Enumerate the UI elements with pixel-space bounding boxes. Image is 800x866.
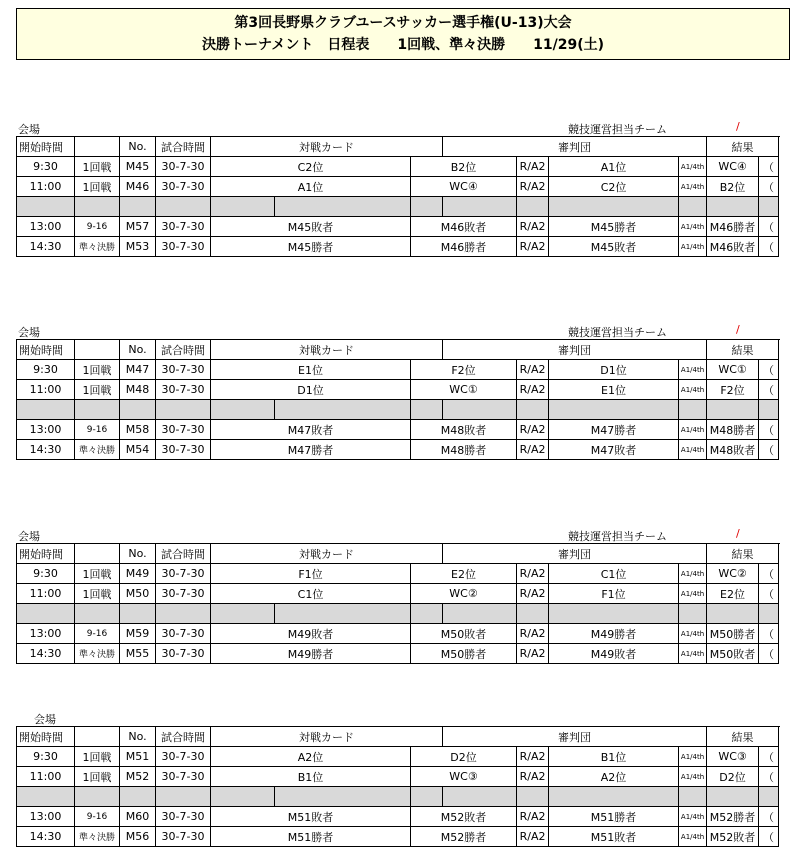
match-no: M50 bbox=[120, 584, 156, 604]
referee-a1-4th: A1/4th bbox=[679, 747, 707, 767]
venue-label: 会場 bbox=[18, 530, 40, 543]
referee-ra: R/A2 bbox=[517, 747, 549, 767]
referee-a1-4th: A1/4th bbox=[679, 584, 707, 604]
home-team: A2位 bbox=[211, 747, 411, 767]
match-no: M52 bbox=[120, 767, 156, 787]
referee-a1-4th: A1/4th bbox=[679, 420, 707, 440]
referee-assistant: WC② bbox=[707, 564, 759, 584]
referee-a1-4th: A1/4th bbox=[679, 380, 707, 400]
result-open: （ bbox=[759, 380, 779, 400]
referee-a1-4th: A1/4th bbox=[679, 767, 707, 787]
table-row bbox=[17, 644, 779, 664]
venue-header bbox=[16, 323, 780, 339]
table-row bbox=[17, 420, 779, 440]
away-team: WC④ bbox=[411, 177, 517, 197]
referee-main: C2位 bbox=[549, 177, 679, 197]
schedule-table bbox=[16, 726, 779, 847]
referee-ra: R/A2 bbox=[517, 177, 549, 197]
table-header-row bbox=[17, 340, 779, 360]
round: 1回戦 bbox=[75, 564, 120, 584]
home-team: C2位 bbox=[211, 157, 411, 177]
staff-team-slash: / bbox=[736, 120, 740, 133]
match-no: M47 bbox=[120, 360, 156, 380]
referee-ra: R/A2 bbox=[517, 624, 549, 644]
start-time: 11:00 bbox=[17, 177, 75, 197]
table-header-row bbox=[17, 727, 779, 747]
referee-a1-4th: A1/4th bbox=[679, 177, 707, 197]
col-start-time: 開始時間 bbox=[17, 137, 75, 157]
separator-row bbox=[17, 400, 779, 420]
match-no: M45 bbox=[120, 157, 156, 177]
referee-ra: R/A2 bbox=[517, 644, 549, 664]
start-time: 9:30 bbox=[17, 360, 75, 380]
staff-team-slash: / bbox=[736, 527, 740, 540]
referee-ra: R/A2 bbox=[517, 807, 549, 827]
referee-ra: R/A2 bbox=[517, 564, 549, 584]
match-duration: 30-7-30 bbox=[156, 380, 211, 400]
venue-header bbox=[16, 527, 780, 543]
start-time: 13:00 bbox=[17, 624, 75, 644]
home-team: M51敗者 bbox=[211, 807, 411, 827]
match-duration: 30-7-30 bbox=[156, 747, 211, 767]
document-title: 第3回長野県クラブユースサッカー選手権(U-13)大会 bbox=[234, 15, 572, 31]
col-duration: 試合時間 bbox=[156, 544, 211, 564]
referee-main: A1位 bbox=[549, 157, 679, 177]
col-no: No. bbox=[120, 340, 156, 360]
col-start-time: 開始時間 bbox=[17, 340, 75, 360]
venue-label: 会場 bbox=[18, 326, 40, 339]
col-round bbox=[75, 727, 120, 747]
referee-assistant: D2位 bbox=[707, 767, 759, 787]
result-open: （ bbox=[759, 644, 779, 664]
col-referee: 審判団 bbox=[443, 727, 707, 747]
result-open: （ bbox=[759, 747, 779, 767]
referee-ra: R/A2 bbox=[517, 584, 549, 604]
round: 1回戦 bbox=[75, 157, 120, 177]
separator-row bbox=[17, 604, 779, 624]
table-row bbox=[17, 767, 779, 787]
referee-main: A2位 bbox=[549, 767, 679, 787]
venue-block bbox=[16, 323, 780, 460]
home-team: M51勝者 bbox=[211, 827, 411, 847]
col-match-card: 対戦カード bbox=[211, 727, 443, 747]
referee-assistant: E2位 bbox=[707, 584, 759, 604]
referee-ra: R/A2 bbox=[517, 360, 549, 380]
round: 1回戦 bbox=[75, 767, 120, 787]
venue-block bbox=[16, 120, 780, 257]
col-no: No. bbox=[120, 727, 156, 747]
venue-header bbox=[16, 120, 780, 136]
schedule-table bbox=[16, 339, 779, 460]
start-time: 14:30 bbox=[17, 644, 75, 664]
referee-ra: R/A2 bbox=[517, 420, 549, 440]
table-row bbox=[17, 584, 779, 604]
referee-a1-4th: A1/4th bbox=[679, 360, 707, 380]
referee-assistant: M46勝者 bbox=[707, 217, 759, 237]
venue-label: 会場 bbox=[18, 123, 40, 136]
referee-a1-4th: A1/4th bbox=[679, 157, 707, 177]
round: 1回戦 bbox=[75, 380, 120, 400]
referee-main: M47勝者 bbox=[549, 420, 679, 440]
round: 準々決勝 bbox=[75, 440, 120, 460]
referee-main: C1位 bbox=[549, 564, 679, 584]
schedule-table bbox=[16, 543, 779, 664]
referee-assistant: M50敗者 bbox=[707, 644, 759, 664]
round: 1回戦 bbox=[75, 584, 120, 604]
referee-a1-4th: A1/4th bbox=[679, 564, 707, 584]
match-duration: 30-7-30 bbox=[156, 360, 211, 380]
referee-a1-4th: A1/4th bbox=[679, 827, 707, 847]
venue-block bbox=[16, 710, 780, 847]
start-time: 9:30 bbox=[17, 747, 75, 767]
home-team: D1位 bbox=[211, 380, 411, 400]
col-start-time: 開始時間 bbox=[17, 727, 75, 747]
home-team: A1位 bbox=[211, 177, 411, 197]
col-match-card: 対戦カード bbox=[211, 544, 443, 564]
referee-main: M45勝者 bbox=[549, 217, 679, 237]
match-no: M49 bbox=[120, 564, 156, 584]
col-round bbox=[75, 544, 120, 564]
table-row bbox=[17, 827, 779, 847]
referee-main: B1位 bbox=[549, 747, 679, 767]
match-no: M55 bbox=[120, 644, 156, 664]
match-duration: 30-7-30 bbox=[156, 807, 211, 827]
start-time: 9:30 bbox=[17, 564, 75, 584]
result-open: （ bbox=[759, 177, 779, 197]
result-open: （ bbox=[759, 217, 779, 237]
result-open: （ bbox=[759, 807, 779, 827]
round: 1回戦 bbox=[75, 360, 120, 380]
round: 準々決勝 bbox=[75, 644, 120, 664]
venue-block bbox=[16, 527, 780, 664]
referee-main: M47敗者 bbox=[549, 440, 679, 460]
home-team: E1位 bbox=[211, 360, 411, 380]
col-result: 結果 bbox=[707, 340, 779, 360]
col-result: 結果 bbox=[707, 544, 779, 564]
staff-team-label: 競技運営担当チーム bbox=[568, 530, 667, 543]
staff-team-label: 競技運営担当チーム bbox=[568, 123, 667, 136]
match-no: M54 bbox=[120, 440, 156, 460]
col-no: No. bbox=[120, 137, 156, 157]
referee-ra: R/A2 bbox=[517, 380, 549, 400]
referee-a1-4th: A1/4th bbox=[679, 624, 707, 644]
match-duration: 30-7-30 bbox=[156, 767, 211, 787]
referee-a1-4th: A1/4th bbox=[679, 440, 707, 460]
home-team: M47敗者 bbox=[211, 420, 411, 440]
match-duration: 30-7-30 bbox=[156, 157, 211, 177]
table-row bbox=[17, 440, 779, 460]
start-time: 14:30 bbox=[17, 237, 75, 257]
schedule-table bbox=[16, 136, 779, 257]
match-no: M56 bbox=[120, 827, 156, 847]
start-time: 13:00 bbox=[17, 420, 75, 440]
match-duration: 30-7-30 bbox=[156, 827, 211, 847]
col-referee: 審判団 bbox=[443, 340, 707, 360]
away-team: D2位 bbox=[411, 747, 517, 767]
table-row bbox=[17, 380, 779, 400]
start-time: 11:00 bbox=[17, 584, 75, 604]
result-open: （ bbox=[759, 237, 779, 257]
separator-row bbox=[17, 787, 779, 807]
table-row bbox=[17, 217, 779, 237]
result-open: （ bbox=[759, 624, 779, 644]
match-no: M48 bbox=[120, 380, 156, 400]
result-open: （ bbox=[759, 360, 779, 380]
table-row bbox=[17, 807, 779, 827]
result-open: （ bbox=[759, 827, 779, 847]
match-no: M46 bbox=[120, 177, 156, 197]
referee-ra: R/A2 bbox=[517, 827, 549, 847]
result-open: （ bbox=[759, 420, 779, 440]
col-duration: 試合時間 bbox=[156, 137, 211, 157]
referee-assistant: B2位 bbox=[707, 177, 759, 197]
referee-assistant: WC④ bbox=[707, 157, 759, 177]
table-row bbox=[17, 177, 779, 197]
referee-main: D1位 bbox=[549, 360, 679, 380]
table-row bbox=[17, 624, 779, 644]
round: 準々決勝 bbox=[75, 827, 120, 847]
referee-a1-4th: A1/4th bbox=[679, 237, 707, 257]
away-team: M52勝者 bbox=[411, 827, 517, 847]
round: 1回戦 bbox=[75, 747, 120, 767]
away-team: M48敗者 bbox=[411, 420, 517, 440]
away-team: M48勝者 bbox=[411, 440, 517, 460]
table-row bbox=[17, 360, 779, 380]
referee-assistant: M48敗者 bbox=[707, 440, 759, 460]
start-time: 13:00 bbox=[17, 807, 75, 827]
referee-a1-4th: A1/4th bbox=[679, 644, 707, 664]
away-team: M52敗者 bbox=[411, 807, 517, 827]
start-time: 11:00 bbox=[17, 380, 75, 400]
col-match-card: 対戦カード bbox=[211, 137, 443, 157]
referee-a1-4th: A1/4th bbox=[679, 217, 707, 237]
referee-assistant: M52勝者 bbox=[707, 807, 759, 827]
match-no: M57 bbox=[120, 217, 156, 237]
referee-assistant: M46敗者 bbox=[707, 237, 759, 257]
col-round bbox=[75, 137, 120, 157]
away-team: E2位 bbox=[411, 564, 517, 584]
col-referee: 審判団 bbox=[443, 544, 707, 564]
referee-assistant: M50勝者 bbox=[707, 624, 759, 644]
home-team: B1位 bbox=[211, 767, 411, 787]
venue-label: 会場 bbox=[34, 713, 56, 726]
result-open: （ bbox=[759, 440, 779, 460]
table-row bbox=[17, 747, 779, 767]
home-team: F1位 bbox=[211, 564, 411, 584]
away-team: F2位 bbox=[411, 360, 517, 380]
col-referee: 審判団 bbox=[443, 137, 707, 157]
referee-main: M49勝者 bbox=[549, 624, 679, 644]
match-no: M51 bbox=[120, 747, 156, 767]
referee-ra: R/A2 bbox=[517, 440, 549, 460]
referee-assistant: F2位 bbox=[707, 380, 759, 400]
match-duration: 30-7-30 bbox=[156, 440, 211, 460]
referee-assistant: WC① bbox=[707, 360, 759, 380]
referee-assistant: M52敗者 bbox=[707, 827, 759, 847]
away-team: M46敗者 bbox=[411, 217, 517, 237]
referee-main: F1位 bbox=[549, 584, 679, 604]
col-result: 結果 bbox=[707, 137, 779, 157]
staff-team-slash: / bbox=[736, 323, 740, 336]
referee-main: M51勝者 bbox=[549, 807, 679, 827]
away-team: WC③ bbox=[411, 767, 517, 787]
away-team: M50敗者 bbox=[411, 624, 517, 644]
match-duration: 30-7-30 bbox=[156, 217, 211, 237]
table-row bbox=[17, 564, 779, 584]
start-time: 14:30 bbox=[17, 440, 75, 460]
referee-main: M49敗者 bbox=[549, 644, 679, 664]
match-duration: 30-7-30 bbox=[156, 237, 211, 257]
referee-ra: R/A2 bbox=[517, 767, 549, 787]
referee-main: M45敗者 bbox=[549, 237, 679, 257]
match-duration: 30-7-30 bbox=[156, 584, 211, 604]
away-team: M46勝者 bbox=[411, 237, 517, 257]
table-row bbox=[17, 157, 779, 177]
referee-ra: R/A2 bbox=[517, 157, 549, 177]
round: 9-16 bbox=[75, 624, 120, 644]
result-open: （ bbox=[759, 584, 779, 604]
home-team: M45敗者 bbox=[211, 217, 411, 237]
referee-ra: R/A2 bbox=[517, 217, 549, 237]
col-duration: 試合時間 bbox=[156, 727, 211, 747]
venue-header bbox=[16, 710, 780, 726]
result-open: （ bbox=[759, 157, 779, 177]
start-time: 14:30 bbox=[17, 827, 75, 847]
document-subtitle: 決勝トーナメント 日程表 1回戦、準々決勝 11/29(土) bbox=[201, 37, 605, 53]
col-match-card: 対戦カード bbox=[211, 340, 443, 360]
round: 1回戦 bbox=[75, 177, 120, 197]
away-team: WC② bbox=[411, 584, 517, 604]
match-duration: 30-7-30 bbox=[156, 177, 211, 197]
match-no: M60 bbox=[120, 807, 156, 827]
table-row bbox=[17, 237, 779, 257]
round: 準々決勝 bbox=[75, 237, 120, 257]
start-time: 11:00 bbox=[17, 767, 75, 787]
home-team: M45勝者 bbox=[211, 237, 411, 257]
referee-assistant: WC③ bbox=[707, 747, 759, 767]
referee-main: E1位 bbox=[549, 380, 679, 400]
col-no: No. bbox=[120, 544, 156, 564]
round: 9-16 bbox=[75, 217, 120, 237]
result-open: （ bbox=[759, 564, 779, 584]
match-no: M53 bbox=[120, 237, 156, 257]
table-header-row bbox=[17, 137, 779, 157]
table-header-row bbox=[17, 544, 779, 564]
start-time: 9:30 bbox=[17, 157, 75, 177]
home-team: M49敗者 bbox=[211, 624, 411, 644]
referee-ra: R/A2 bbox=[517, 237, 549, 257]
match-no: M59 bbox=[120, 624, 156, 644]
referee-main: M51敗者 bbox=[549, 827, 679, 847]
document-header bbox=[16, 8, 790, 60]
match-duration: 30-7-30 bbox=[156, 420, 211, 440]
referee-assistant: M48勝者 bbox=[707, 420, 759, 440]
round: 9-16 bbox=[75, 807, 120, 827]
match-no: M58 bbox=[120, 420, 156, 440]
col-result: 結果 bbox=[707, 727, 779, 747]
col-duration: 試合時間 bbox=[156, 340, 211, 360]
match-duration: 30-7-30 bbox=[156, 624, 211, 644]
home-team: C1位 bbox=[211, 584, 411, 604]
staff-team-label: 競技運営担当チーム bbox=[568, 326, 667, 339]
referee-a1-4th: A1/4th bbox=[679, 807, 707, 827]
away-team: WC① bbox=[411, 380, 517, 400]
round: 9-16 bbox=[75, 420, 120, 440]
col-start-time: 開始時間 bbox=[17, 544, 75, 564]
home-team: M47勝者 bbox=[211, 440, 411, 460]
match-duration: 30-7-30 bbox=[156, 644, 211, 664]
away-team: M50勝者 bbox=[411, 644, 517, 664]
start-time: 13:00 bbox=[17, 217, 75, 237]
away-team: B2位 bbox=[411, 157, 517, 177]
match-duration: 30-7-30 bbox=[156, 564, 211, 584]
col-round bbox=[75, 340, 120, 360]
result-open: （ bbox=[759, 767, 779, 787]
separator-row bbox=[17, 197, 779, 217]
home-team: M49勝者 bbox=[211, 644, 411, 664]
